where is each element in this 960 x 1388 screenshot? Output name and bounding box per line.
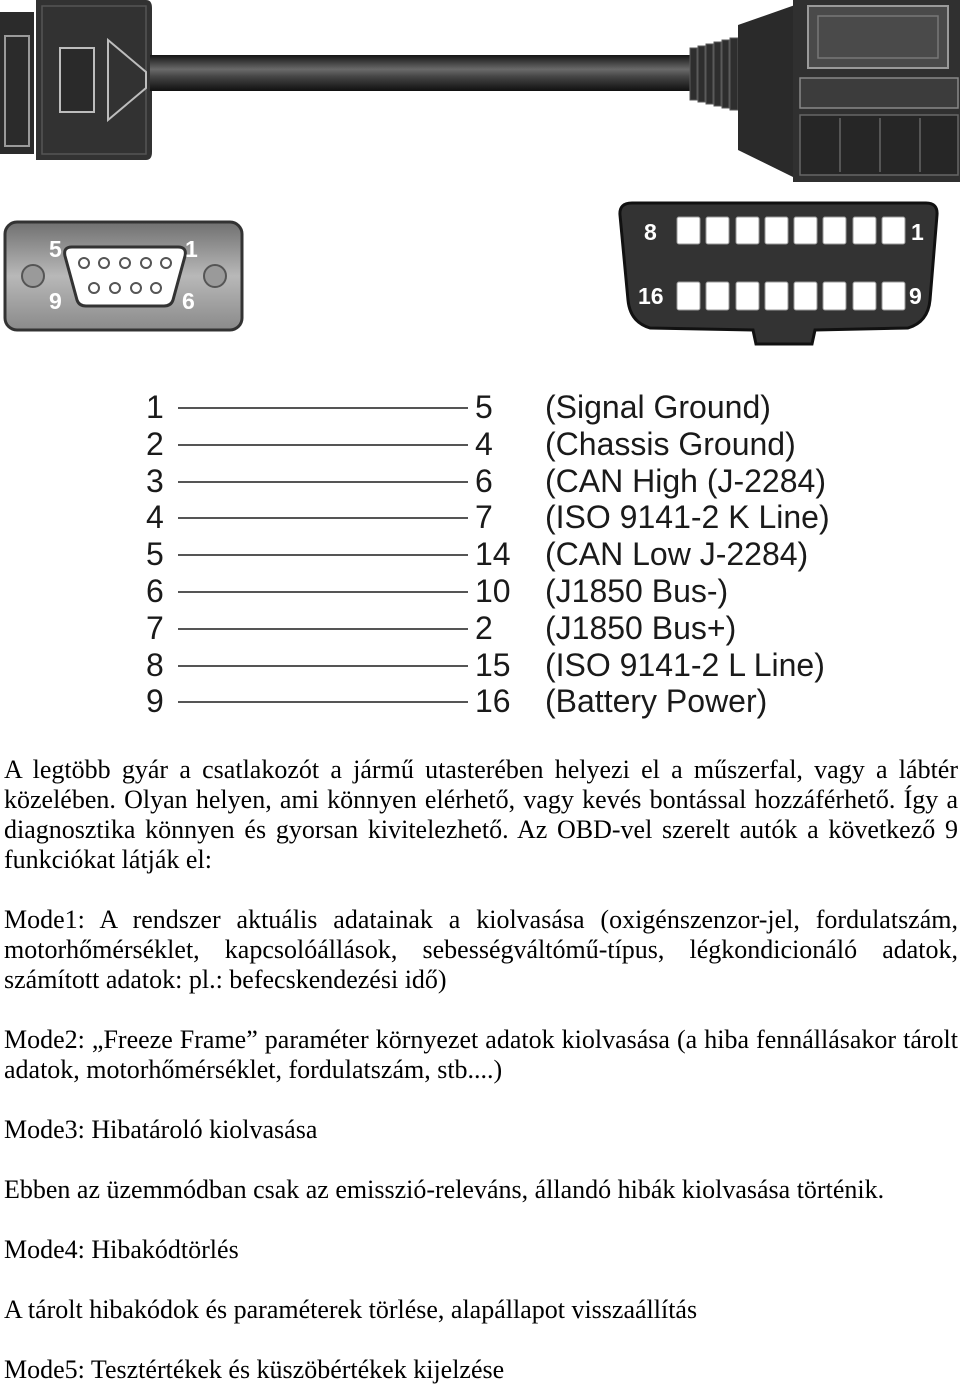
mode5-heading xyxy=(4,1355,958,1385)
mode4-description xyxy=(4,1295,958,1325)
obd-pin-slot xyxy=(853,282,876,310)
wire-line xyxy=(178,628,468,630)
db9-pin-number: 8 xyxy=(146,646,164,683)
signal-name: (ISO 9141-2 L Line) xyxy=(545,646,825,683)
obd-pin-slot xyxy=(706,282,729,310)
db9-pin-number: 3 xyxy=(146,462,164,499)
db9-pin-number: 1 xyxy=(146,389,164,425)
strain-relief-ridge xyxy=(714,42,721,106)
db9-d-shell xyxy=(65,247,186,306)
intro-paragraph xyxy=(4,755,958,875)
obd-pin-slot xyxy=(765,217,788,244)
pin-map-row xyxy=(0,610,960,647)
db9-label-bottom-right: 6 xyxy=(182,288,195,314)
text-line: motorhőmérséklet, kapcsolóállások, sebességváltómű-típus, légkondicionáló adatok, xyxy=(4,935,958,964)
wire-line xyxy=(178,517,468,519)
pin-map-row xyxy=(0,389,960,426)
db9-label-bottom-left: 9 xyxy=(49,288,62,314)
pin-map-row xyxy=(0,536,960,573)
obd-pin-slot xyxy=(882,217,905,244)
db9-pin-number: 5 xyxy=(146,536,164,573)
db9-pin-number: 4 xyxy=(146,499,164,536)
db9-label-top-right: 1 xyxy=(185,236,198,262)
strain-relief-ridge xyxy=(706,44,713,104)
pin-map-row xyxy=(0,499,960,536)
wire-line xyxy=(178,407,468,409)
obd-pin-slot xyxy=(765,282,788,310)
signal-name: (Battery Power) xyxy=(545,683,768,720)
signal-name: (CAN High (J-2284) xyxy=(545,462,826,499)
strain-relief xyxy=(690,38,738,110)
signal-name: (J1850 Bus-) xyxy=(545,573,729,609)
db9-pin xyxy=(151,283,161,293)
obd-face xyxy=(620,203,937,344)
strain-relief-ridge xyxy=(722,40,729,108)
obd-db9-cable-illustration xyxy=(0,0,960,350)
mode1-paragraph xyxy=(4,905,958,995)
mode3-description xyxy=(4,1175,958,1205)
text-line: A legtöbb gyár a csatlakozót a jármű utasterében helyezi el a műszerfal, vagy a lábtér xyxy=(4,755,958,784)
strain-relief-ridge xyxy=(698,46,705,102)
obd-pin-number: 5 xyxy=(475,389,493,425)
strain-relief-ridge xyxy=(690,48,697,100)
db9-pin xyxy=(141,258,151,268)
text-line: Mode5: Tesztértékek és küszöbértékek kijelzése xyxy=(4,1355,505,1384)
pin-map-row xyxy=(0,573,960,610)
obd-pin-slot xyxy=(677,217,700,244)
text-line: funkciókat látják el: xyxy=(4,845,212,874)
wire-line xyxy=(178,665,468,667)
db9-pin xyxy=(120,258,130,268)
db9-pin-number: 9 xyxy=(146,683,164,720)
pin-map-row xyxy=(0,683,960,720)
strain-relief-ridge xyxy=(730,38,738,110)
obd-pin-number: 16 xyxy=(475,683,511,720)
text-line: Mode3: Hibatároló kiolvasása xyxy=(4,1115,318,1144)
mode4-heading xyxy=(4,1235,958,1265)
obd-pin-number: 2 xyxy=(475,609,493,646)
db9-pin-number: 7 xyxy=(146,609,164,646)
signal-name: (J1850 Bus+) xyxy=(545,609,737,646)
db9-screw-hole-right xyxy=(204,265,226,287)
mode2-paragraph xyxy=(4,1025,958,1085)
wire-line xyxy=(178,444,468,446)
obd-pin-number: 7 xyxy=(475,499,493,536)
signal-name: (ISO 9141-2 K Line) xyxy=(545,499,830,536)
db9-label-top-left: 5 xyxy=(49,236,62,262)
text-line: Mode1: A rendszer aktuális adatainak a kiolvasása (oxigénszenzor-jel, fordulatszám, xyxy=(4,905,958,934)
obd-pin-slot xyxy=(706,217,729,244)
db9-face xyxy=(5,222,242,330)
signal-name: (Chassis Ground) xyxy=(545,425,796,462)
obd-connector-side-view xyxy=(738,0,960,182)
db9-pin xyxy=(131,283,141,293)
obd-label-top-left: 8 xyxy=(644,219,657,245)
obd-pin-slot xyxy=(677,282,700,310)
db9-pin xyxy=(99,258,109,268)
obd-pin-number: 6 xyxy=(475,462,493,499)
text-line: diagnosztika könnyen és gyorsan kivitelezhető. Az OBD-vel szerelt autók a következő 9 xyxy=(4,815,958,844)
pin-mapping-table xyxy=(0,389,960,729)
obd-pin-slot xyxy=(794,217,817,244)
obd-pin-slot xyxy=(823,282,846,310)
text-line: A tárolt hibakódok és paraméterek törlése, alapállapot visszaállítás xyxy=(4,1295,698,1324)
signal-name: (Signal Ground) xyxy=(545,389,771,425)
obd-pin-slot xyxy=(853,217,876,244)
obd-pin-slot xyxy=(794,282,817,310)
db9-hood-panel xyxy=(60,48,94,112)
signal-name: (CAN Low J-2284) xyxy=(545,536,809,573)
pin-map-row xyxy=(0,647,960,684)
text-line: számított adatok: pl.: befecskendezési idő) xyxy=(4,965,447,994)
pin-map-row xyxy=(0,426,960,463)
db9-pin xyxy=(161,258,171,268)
obd-label-top-right: 1 xyxy=(911,219,924,245)
text-line: közelében. Olyan helyen, ami könnyen elérhető, vagy kevés bontással hozzáférhető. Így a xyxy=(4,785,958,814)
obd-pin-number: 4 xyxy=(475,425,493,462)
obd-pin-slot xyxy=(736,217,759,244)
obd-label-bottom-left: 16 xyxy=(638,283,664,309)
obd-pin-slot xyxy=(882,282,905,310)
obd-pin-number: 10 xyxy=(475,573,511,609)
db9-pin-number: 6 xyxy=(146,573,164,609)
db9-pin xyxy=(79,258,89,268)
db9-connector-side-view xyxy=(0,0,152,160)
mode3-heading xyxy=(4,1115,958,1145)
obd-pin-number: 14 xyxy=(475,536,511,573)
text-line: Ebben az üzemmódban csak az emisszió-releváns, állandó hibák kiolvasása történik. xyxy=(4,1175,885,1204)
obd-plug-back xyxy=(738,5,795,178)
wire-line xyxy=(178,701,468,703)
wire-line xyxy=(178,591,468,593)
text-line: Mode4: Hibakódtörlés xyxy=(4,1235,239,1264)
pin-map-row xyxy=(0,463,960,500)
db9-pin xyxy=(89,283,99,293)
obd-label-bottom-right: 9 xyxy=(909,283,922,309)
obd-pin-slot xyxy=(823,217,846,244)
body-text xyxy=(4,755,958,1385)
text-line: Mode2: „Freeze Frame” paraméter környezet adatok kiolvasása (a hiba fennállásakor tárolt xyxy=(4,1025,958,1054)
obd-pin-number: 15 xyxy=(475,646,511,683)
text-line: adatok, motorhőmérséklet, fordulatszám, stb....) xyxy=(4,1055,503,1084)
wire-line xyxy=(178,554,468,556)
db9-screw-hole-left xyxy=(22,265,44,287)
db9-pin xyxy=(110,283,120,293)
obd-pin-slot xyxy=(736,282,759,310)
wire-line xyxy=(178,481,468,483)
db9-pin-number: 2 xyxy=(146,425,164,462)
cable xyxy=(150,55,695,91)
obd-plug-middle-band xyxy=(800,78,958,108)
